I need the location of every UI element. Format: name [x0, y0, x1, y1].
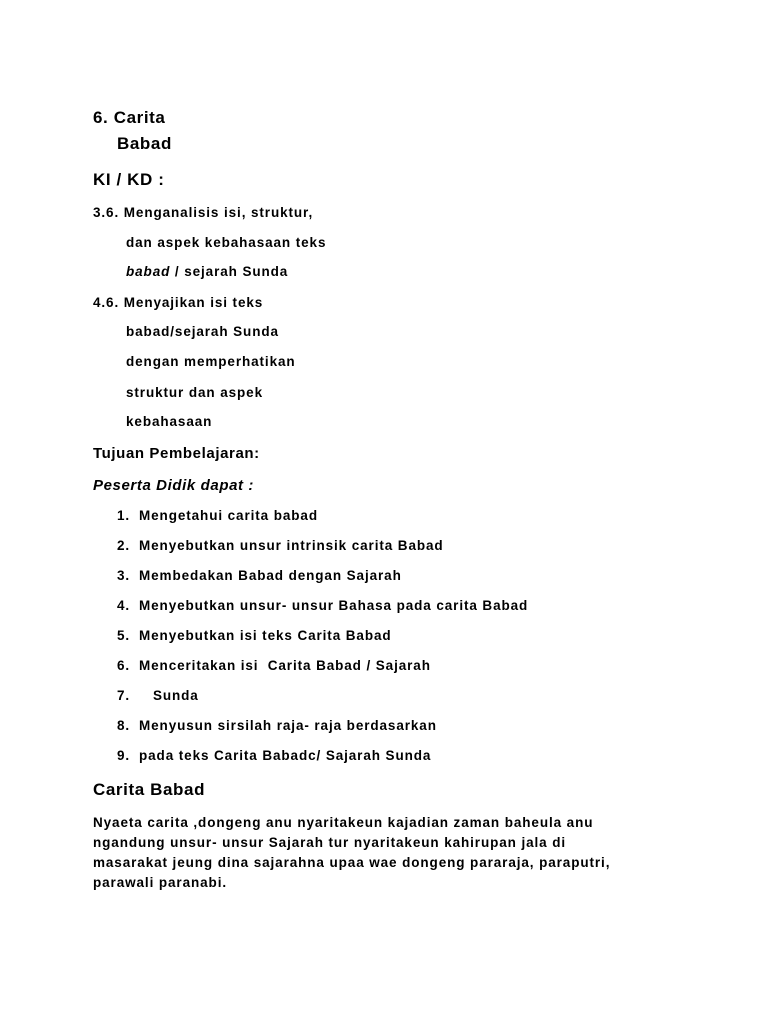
kikd-heading: KI / KD : [93, 170, 165, 189]
definition-paragraph [93, 813, 693, 893]
list-item: 6. Menceritakan isi Carita Babad / Sajarah [117, 658, 431, 673]
peserta-didik: Peserta Didik dapat : [93, 477, 254, 494]
list-item: 2. Menyebutkan unsur intrinsik carita Babad [117, 538, 444, 553]
title-line-1: 6. Carita [93, 108, 166, 127]
list-item: 3. Membedakan Babad dengan Sajarah [117, 568, 402, 583]
title-line-2: Babad [117, 134, 172, 153]
list-item: 4. Menyebutkan unsur- unsur Bahasa pada carita Babad [117, 598, 529, 613]
list-item: 7. Sunda [117, 688, 199, 703]
tujuan-heading: Tujuan Pembelajaran: [93, 445, 260, 462]
section-heading: Carita Babad [93, 780, 206, 799]
kd46-line-5: kebahasaan [126, 414, 213, 429]
kd46-line-3: dengan memperhatikan [126, 354, 296, 369]
list-item: 9. pada teks Carita Babadc/ Sajarah Sunda [117, 748, 432, 763]
list-item: 5. Menyebutkan isi teks Carita Babad [117, 628, 392, 643]
paragraph-line: masarakat jeung dina sajarahna upaa wae dongeng pararaja, paraputri, [93, 855, 611, 870]
kd36-line-1: 3.6. Menganalisis isi, struktur, [93, 205, 314, 220]
paragraph-line: Nyaeta carita ,dongeng anu nyaritakeun kajadian zaman baheula anu [93, 815, 594, 830]
kd36-line-2: dan aspek kebahasaan teks [126, 235, 327, 250]
paragraph-line: ngandung unsur- unsur Sajarah tur nyaritakeun kahirupan jala di [93, 835, 567, 850]
paragraph-line: parawali paranabi. [93, 875, 227, 890]
objectives-list [117, 508, 528, 778]
kd36-italic-word: babad [126, 264, 171, 279]
list-item: 1. Mengetahui carita babad [117, 508, 318, 523]
list-item: 8. Menyusun sirsilah raja- raja berdasarkan [117, 718, 437, 733]
kd46-line-2: babad/sejarah Sunda [126, 324, 279, 339]
kd46-line-4: struktur dan aspek [126, 385, 263, 400]
kd36-line-3-rest: / sejarah Sunda [170, 264, 289, 279]
kd36-line-3 [126, 264, 288, 279]
kd46-line-1: 4.6. Menyajikan isi teks [93, 295, 264, 310]
